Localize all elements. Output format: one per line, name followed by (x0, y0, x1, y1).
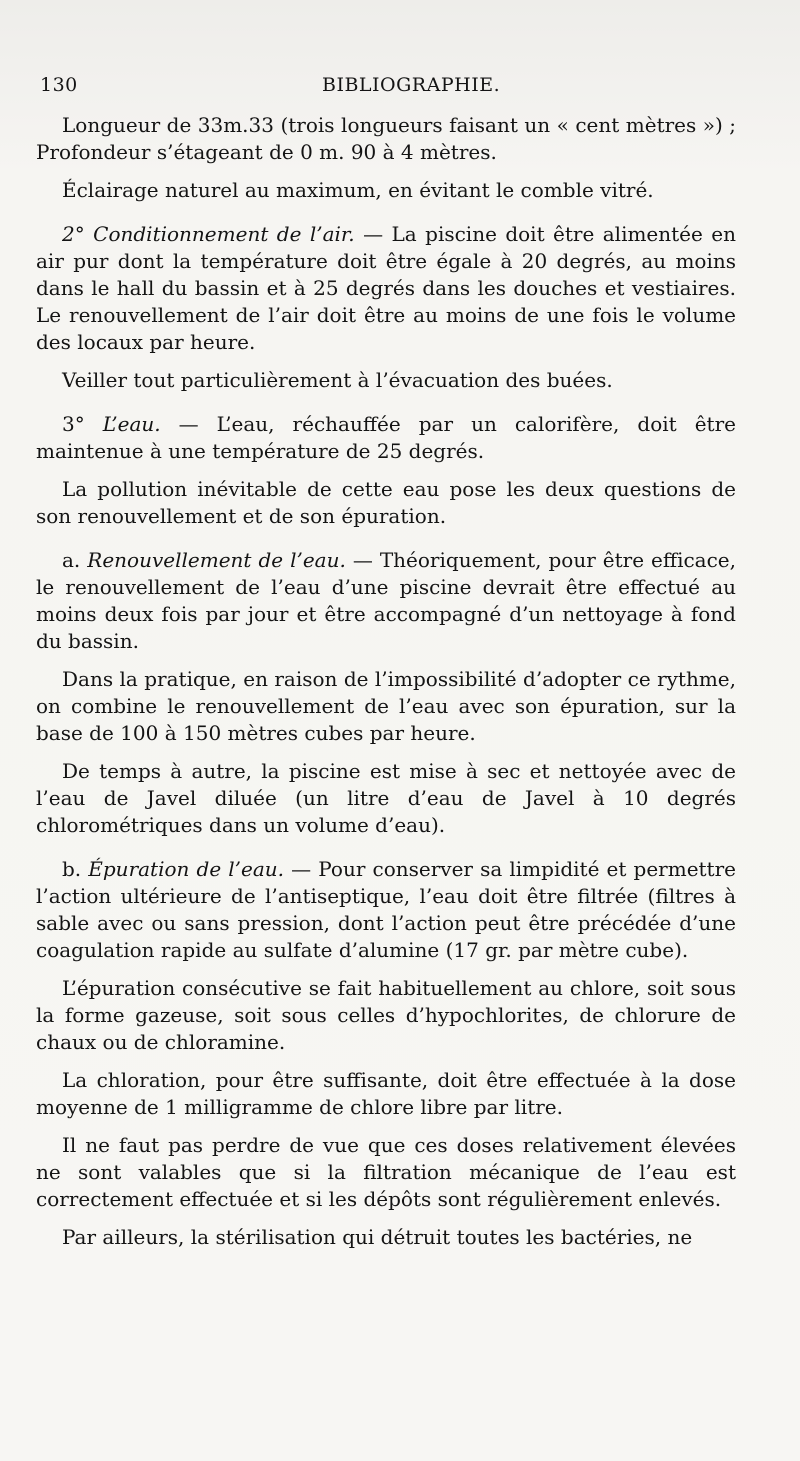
paragraph: La chloration, pour être suffisante, doit être effectuée à la dose moyenne de 1 milligramme de chlore libre par litre. (36, 1068, 736, 1119)
paragraph: Par ailleurs, la stérilisation qui détruit toutes les bactéries, ne (62, 1225, 693, 1249)
paragraph: Éclairage naturel au maximum, en évitant le comble vitré. (62, 178, 654, 202)
paragraph: Dans la pratique, en raison de l’impossibilité d’adopter ce rythme, on combine le renouvellement de l’eau avec son épuration, sur la base de 100 à 150 mètres cubes par heure. (36, 667, 736, 745)
page-number: 130 (40, 74, 78, 96)
paragraph: Il ne faut pas perdre de vue que ces doses relativement élevées ne sont valables que si la filtration mécanique de l’eau est correctement effectuée et si les dépôts sont régulièrement enlevés. (36, 1133, 736, 1211)
paragraph (36, 411, 736, 465)
paragraph: Longueur de 33m.33 (trois longueurs faisant un « cent mètres ») ; Profondeur s’étageant de 0 m. 90 à 4 mètres. (36, 113, 736, 164)
section-number: a. (62, 548, 88, 572)
page-body (36, 112, 736, 1251)
paragraph (36, 547, 736, 655)
section-number: 3° (62, 412, 103, 436)
paragraph (36, 856, 736, 964)
section-number: b. (62, 857, 89, 881)
paragraph-text: — Pour conserver sa limpidité et permettre l’action ultérieure de l’antiseptique, l’eau doit être filtrée (filtres à sable avec ou sans pression, dont l’action peut être précédée d’une coagulation rapide au sulfate d’alumine (17 gr. par mètre cube). (36, 857, 736, 962)
paragraph: L’épuration consécutive se fait habituellement au chlore, soit sous la forme gazeuse, soit sous celles d’hypochlorites, de chlorure de chaux ou de chloramine. (36, 976, 736, 1054)
running-title: BIBLIOGRAPHIE. (322, 74, 501, 96)
paragraph-text: — La piscine doit être alimentée en air pur dont la température doit être égale à 20 degrés, au moins dans le hall du bassin et à 25 degrés dans les douches et vestiaires. Le renouvellement de l’air doit être au moins de une fois le volume des locaux par heure. (36, 222, 736, 354)
paragraph-text: — L’eau, réchauffée par un calorifère, doit être maintenue à une température de 25 degrés. (36, 412, 736, 463)
paragraph: De temps à autre, la piscine est mise à sec et nettoyée avec de l’eau de Javel diluée (un litre d’eau de Javel à 10 degrés chlorométriques dans un volume d’eau). (36, 759, 736, 837)
paragraph: Veiller tout particulièrement à l’évacuation des buées. (62, 368, 613, 392)
paragraph (36, 221, 736, 356)
paragraph: La pollution inévitable de cette eau pose les deux questions de son renouvellement et de son épuration. (36, 477, 736, 528)
section-heading: Renouvellement de l’eau. (87, 548, 346, 572)
section-heading: L’eau. (102, 412, 161, 436)
page-header (40, 74, 760, 104)
paragraph-text: — Théoriquement, pour être efficace, le renouvellement de l’eau d’une piscine devrait être effectué au moins deux fois par jour et être accompagné d’un nettoyage à fond du bassin. (36, 548, 736, 653)
section-heading: 2° Conditionnement de l’air. (62, 222, 355, 246)
section-heading: Épuration de l’eau. (88, 857, 285, 881)
